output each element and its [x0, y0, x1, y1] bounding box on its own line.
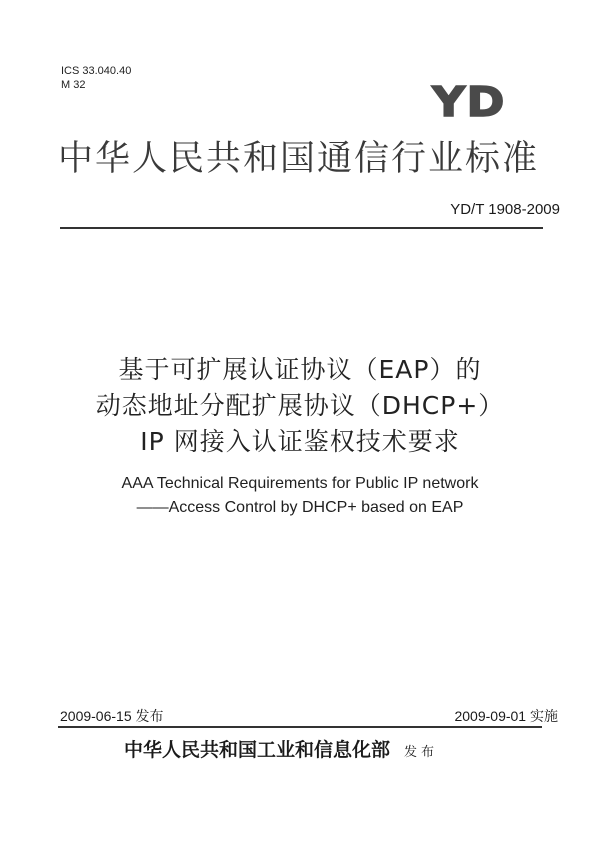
standard-number: YD/T 1908-2009: [450, 201, 560, 218]
english-title-line-2: ——Access Control by DHCP+ based on EAP: [136, 499, 464, 516]
chinese-title-line-2: 动态地址分配扩展协议（DHCP+）: [95, 391, 505, 420]
yd-logo: [432, 78, 510, 126]
organization-title: 中华人民共和国通信行业标准: [58, 139, 540, 179]
implement-date: 2009-09-01 实施: [454, 708, 558, 724]
ics-code: ICS 33.040.40: [61, 65, 132, 77]
header-divider: [60, 227, 543, 229]
publish-date: 2009-06-15 发布: [60, 708, 164, 724]
english-title: [0, 472, 600, 520]
issuer-action: 发布: [404, 745, 439, 760]
classification-codes: [61, 64, 131, 92]
ccs-code: M 32: [61, 79, 86, 91]
chinese-title: [0, 352, 600, 460]
issuer-name: 中华人民共和国工业和信息化部: [124, 739, 391, 761]
chinese-title-line-1: 基于可扩展认证协议（EAP）的: [118, 355, 482, 384]
issuer-line: [124, 738, 438, 762]
chinese-title-line-3: IP 网接入认证鉴权技术要求: [140, 427, 460, 456]
logo-text: YD: [432, 78, 506, 126]
footer-divider: [58, 726, 542, 728]
english-title-line-1: AAA Technical Requirements for Public IP network: [121, 475, 479, 492]
